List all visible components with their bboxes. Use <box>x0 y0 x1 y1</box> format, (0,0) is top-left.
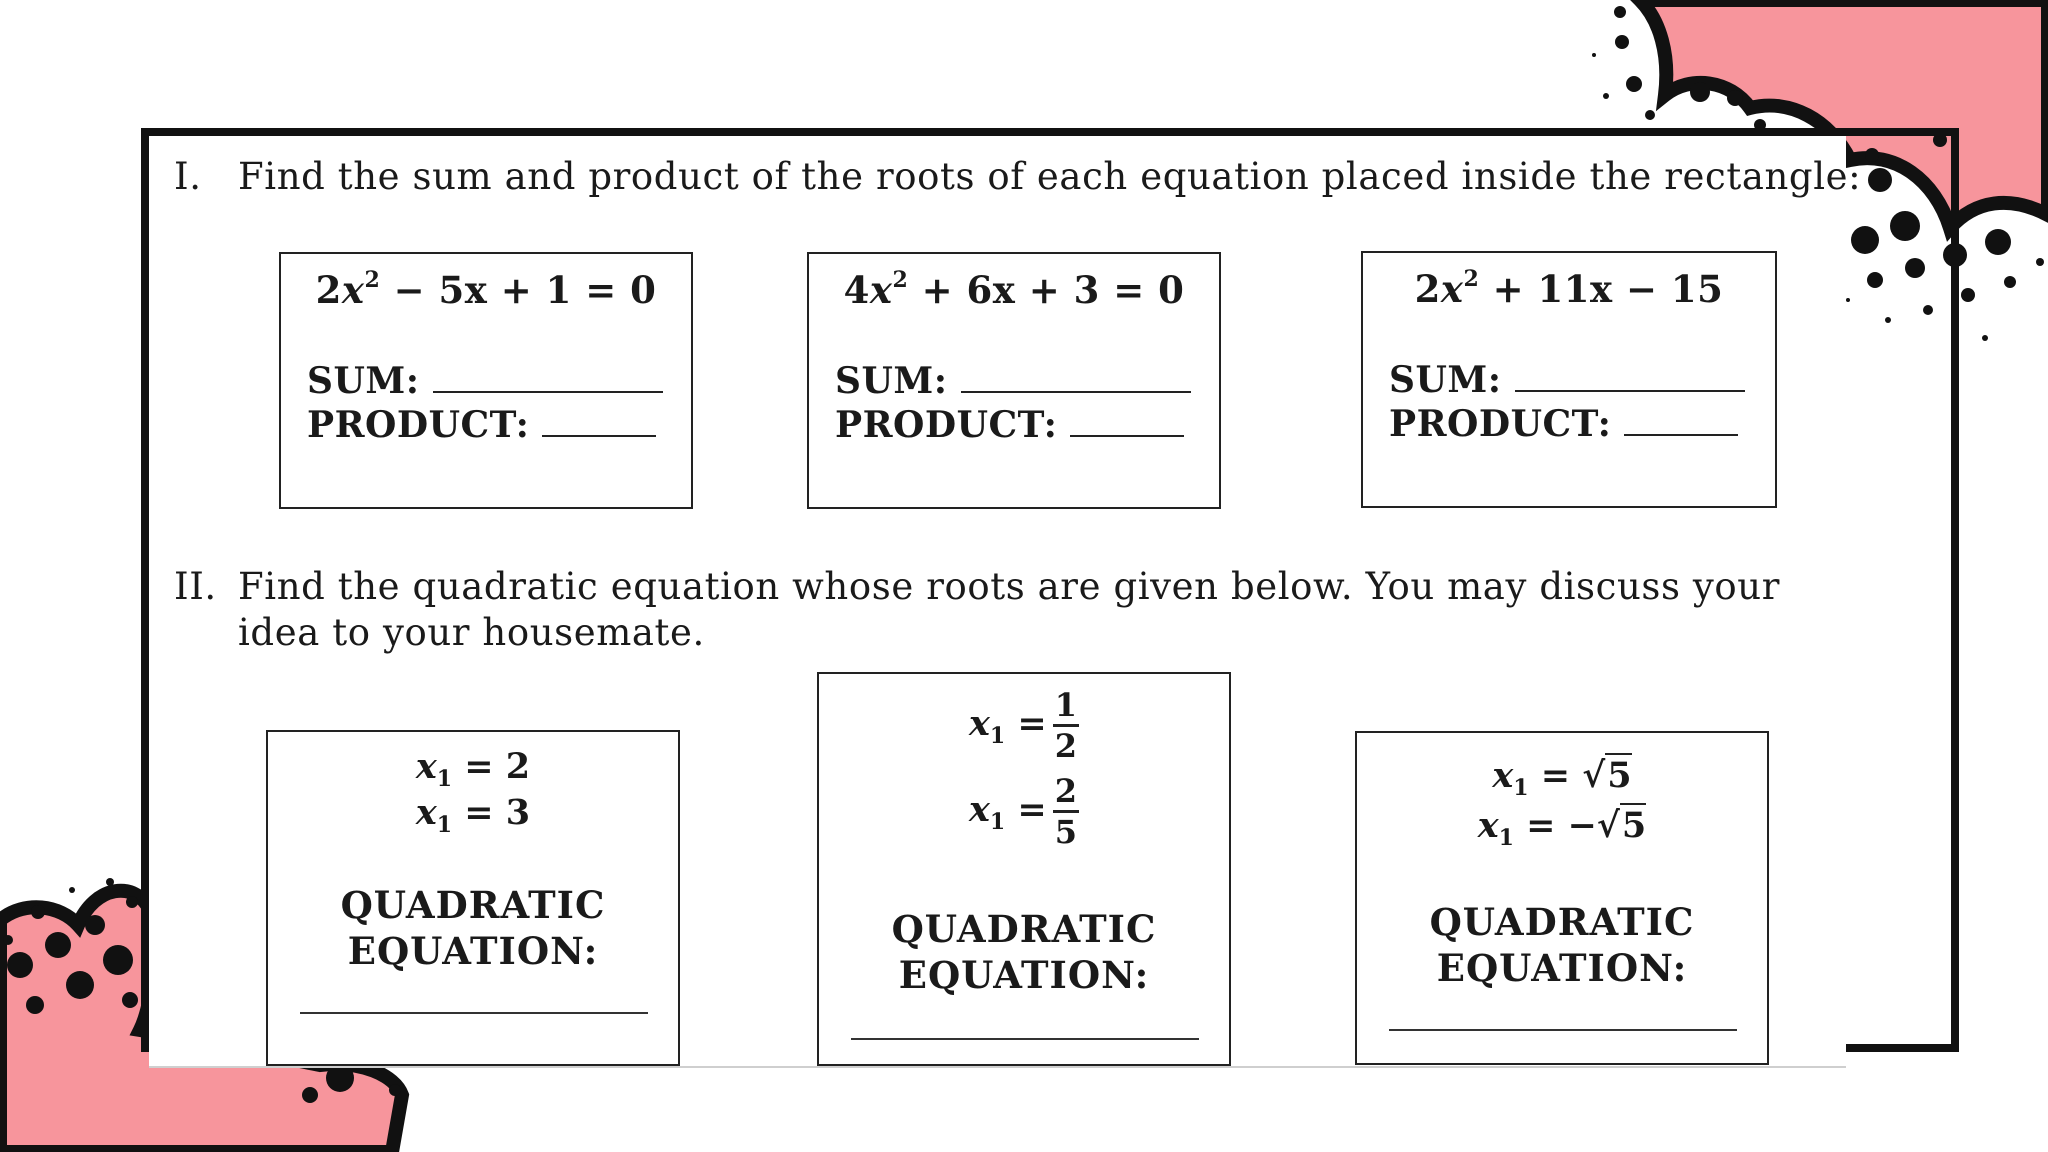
part1-instruction-text: Find the sum and product of the roots of each equation placed inside the rectangle: <box>238 155 1862 198</box>
product-answer-blank-3[interactable] <box>1624 404 1738 436</box>
part2-number: II. <box>174 565 217 608</box>
product-answer-blank-1[interactable] <box>542 405 656 437</box>
product-answer-blank-2[interactable] <box>1070 405 1184 437</box>
root-3-line-2: $x_1 = -√5$ <box>1477 805 1647 851</box>
roots-box-2 <box>817 672 1231 1066</box>
product-label-2: PRODUCT: <box>835 404 1184 446</box>
root-2-line-2: $x_1$ = $\frac{2}{5}$ <box>969 772 1077 851</box>
answer-line-3[interactable] <box>1389 1029 1737 1031</box>
product-label-3: PRODUCT: <box>1389 403 1738 445</box>
product-label-1: PRODUCT: <box>307 404 656 446</box>
root-1-line-2: $x_1 = 3$ <box>415 792 531 838</box>
fraction-2-5: $\frac{2}{5}$ <box>1054 772 1077 851</box>
answer-line-1[interactable] <box>300 1012 648 1014</box>
quadratic-equation-label-3: QUADRATIC EQUATION: <box>1429 900 1695 990</box>
roots-box-1 <box>266 730 680 1066</box>
part1-number: I. <box>174 155 202 198</box>
answer-line-2[interactable] <box>851 1038 1199 1040</box>
equation-box-1 <box>279 252 693 509</box>
sum-label-1: SUM: <box>307 360 663 402</box>
root-1-line-1: $x_1 = 2$ <box>415 746 531 792</box>
sum-answer-blank-2[interactable] <box>961 361 1191 393</box>
root-3-line-1: $x_1 = √5$ <box>1492 755 1632 801</box>
roots-box-3 <box>1355 731 1769 1065</box>
root-2-line-1: $x_1$ = $\frac{1}{2}$ <box>969 686 1077 765</box>
sum-answer-blank-3[interactable] <box>1515 360 1745 392</box>
quadratic-equation-label-2: QUADRATIC EQUATION: <box>891 907 1157 997</box>
quadratic-equation-label-1: QUADRATIC EQUATION: <box>340 883 606 973</box>
part1-instruction <box>174 154 1862 202</box>
fraction-1-2: $\frac{1}{2}$ <box>1054 686 1077 765</box>
equation-2: $4x^2 + 6x + 3 = 0$ <box>843 267 1185 312</box>
equation-1: $2x^2 - 5x + 1 = 0$ <box>315 267 657 312</box>
part2-instruction-line-1: Find the quadratic equation whose roots are given below. You may discuss your <box>238 565 1781 608</box>
equation-box-2 <box>807 252 1221 509</box>
part2-instruction-line-2: idea to your housemate. <box>238 611 705 654</box>
equation-box-3 <box>1361 251 1777 508</box>
part2-instruction <box>174 564 1824 656</box>
equation-3: $2x^2 + 11x - 15$ <box>1414 266 1724 311</box>
sum-label-3: SUM: <box>1389 359 1745 401</box>
worksheet <box>149 136 1862 1068</box>
sum-label-2: SUM: <box>835 360 1191 402</box>
sum-answer-blank-1[interactable] <box>433 361 663 393</box>
